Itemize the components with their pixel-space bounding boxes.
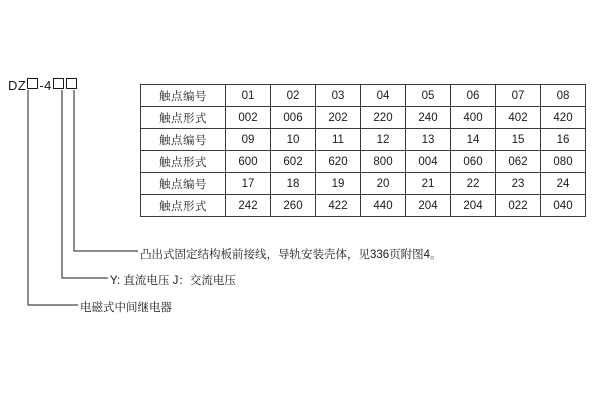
table-cell: 07 [496, 85, 541, 107]
table-cell: 16 [541, 129, 586, 151]
table-cell: 22 [451, 173, 496, 195]
model-code-middle: -4 [39, 78, 52, 93]
table-cell: 204 [451, 195, 496, 217]
table-cell: 13 [406, 129, 451, 151]
table-cell: 040 [541, 195, 586, 217]
table-cell: 422 [316, 195, 361, 217]
table-cell: 202 [316, 107, 361, 129]
table-cell: 080 [541, 151, 586, 173]
table-cell: 022 [496, 195, 541, 217]
contact-spec-table [140, 84, 586, 217]
table-cell: 17 [226, 173, 271, 195]
table-cell: 12 [361, 129, 406, 151]
row-header: 触点形式 [141, 195, 226, 217]
table-cell: 420 [541, 107, 586, 129]
table-cell: 800 [361, 151, 406, 173]
table-cell: 240 [406, 107, 451, 129]
row-header: 触点形式 [141, 151, 226, 173]
table-cell: 24 [541, 173, 586, 195]
model-code-square-2 [53, 78, 64, 89]
table-cell: 05 [406, 85, 451, 107]
row-header: 触点编号 [141, 129, 226, 151]
table-cell: 01 [226, 85, 271, 107]
note-voltage: Y: 直流电压 J：交流电压 [110, 275, 236, 287]
model-code-square-1 [27, 78, 38, 89]
model-code-square-3 [66, 78, 77, 89]
table-cell: 620 [316, 151, 361, 173]
row-header: 触点编号 [141, 85, 226, 107]
table-cell: 21 [406, 173, 451, 195]
table-row [141, 107, 586, 129]
table-cell: 15 [496, 129, 541, 151]
table-cell: 06 [451, 85, 496, 107]
table-cell: 10 [271, 129, 316, 151]
table-cell: 19 [316, 173, 361, 195]
row-header: 触点编号 [141, 173, 226, 195]
table-row [141, 85, 586, 107]
table-cell: 006 [271, 107, 316, 129]
table-body [141, 85, 586, 217]
table-cell: 204 [406, 195, 451, 217]
table-cell: 002 [226, 107, 271, 129]
table-cell: 20 [361, 173, 406, 195]
table-cell: 09 [226, 129, 271, 151]
table-row [141, 151, 586, 173]
table-row [141, 129, 586, 151]
table-cell: 18 [271, 173, 316, 195]
table-cell: 260 [271, 195, 316, 217]
note-structure: 凸出式固定结构板前接线，导轨安装壳体，见336页附图4。 [140, 249, 442, 261]
table-cell: 220 [361, 107, 406, 129]
table-cell: 402 [496, 107, 541, 129]
table-cell: 004 [406, 151, 451, 173]
table-cell: 400 [451, 107, 496, 129]
table-cell: 11 [316, 129, 361, 151]
table-cell: 14 [451, 129, 496, 151]
table-cell: 602 [271, 151, 316, 173]
table-cell: 23 [496, 173, 541, 195]
note-device: 电磁式中间继电器 [80, 302, 172, 314]
table-cell: 440 [361, 195, 406, 217]
table-cell: 04 [361, 85, 406, 107]
model-code-prefix: DZ [8, 78, 27, 93]
table-row [141, 195, 586, 217]
table-cell: 242 [226, 195, 271, 217]
table-cell: 062 [496, 151, 541, 173]
table-cell: 08 [541, 85, 586, 107]
table-cell: 03 [316, 85, 361, 107]
table-cell: 060 [451, 151, 496, 173]
table-cell: 600 [226, 151, 271, 173]
table-row [141, 173, 586, 195]
table-cell: 02 [271, 85, 316, 107]
model-code [8, 78, 78, 93]
row-header: 触点形式 [141, 107, 226, 129]
